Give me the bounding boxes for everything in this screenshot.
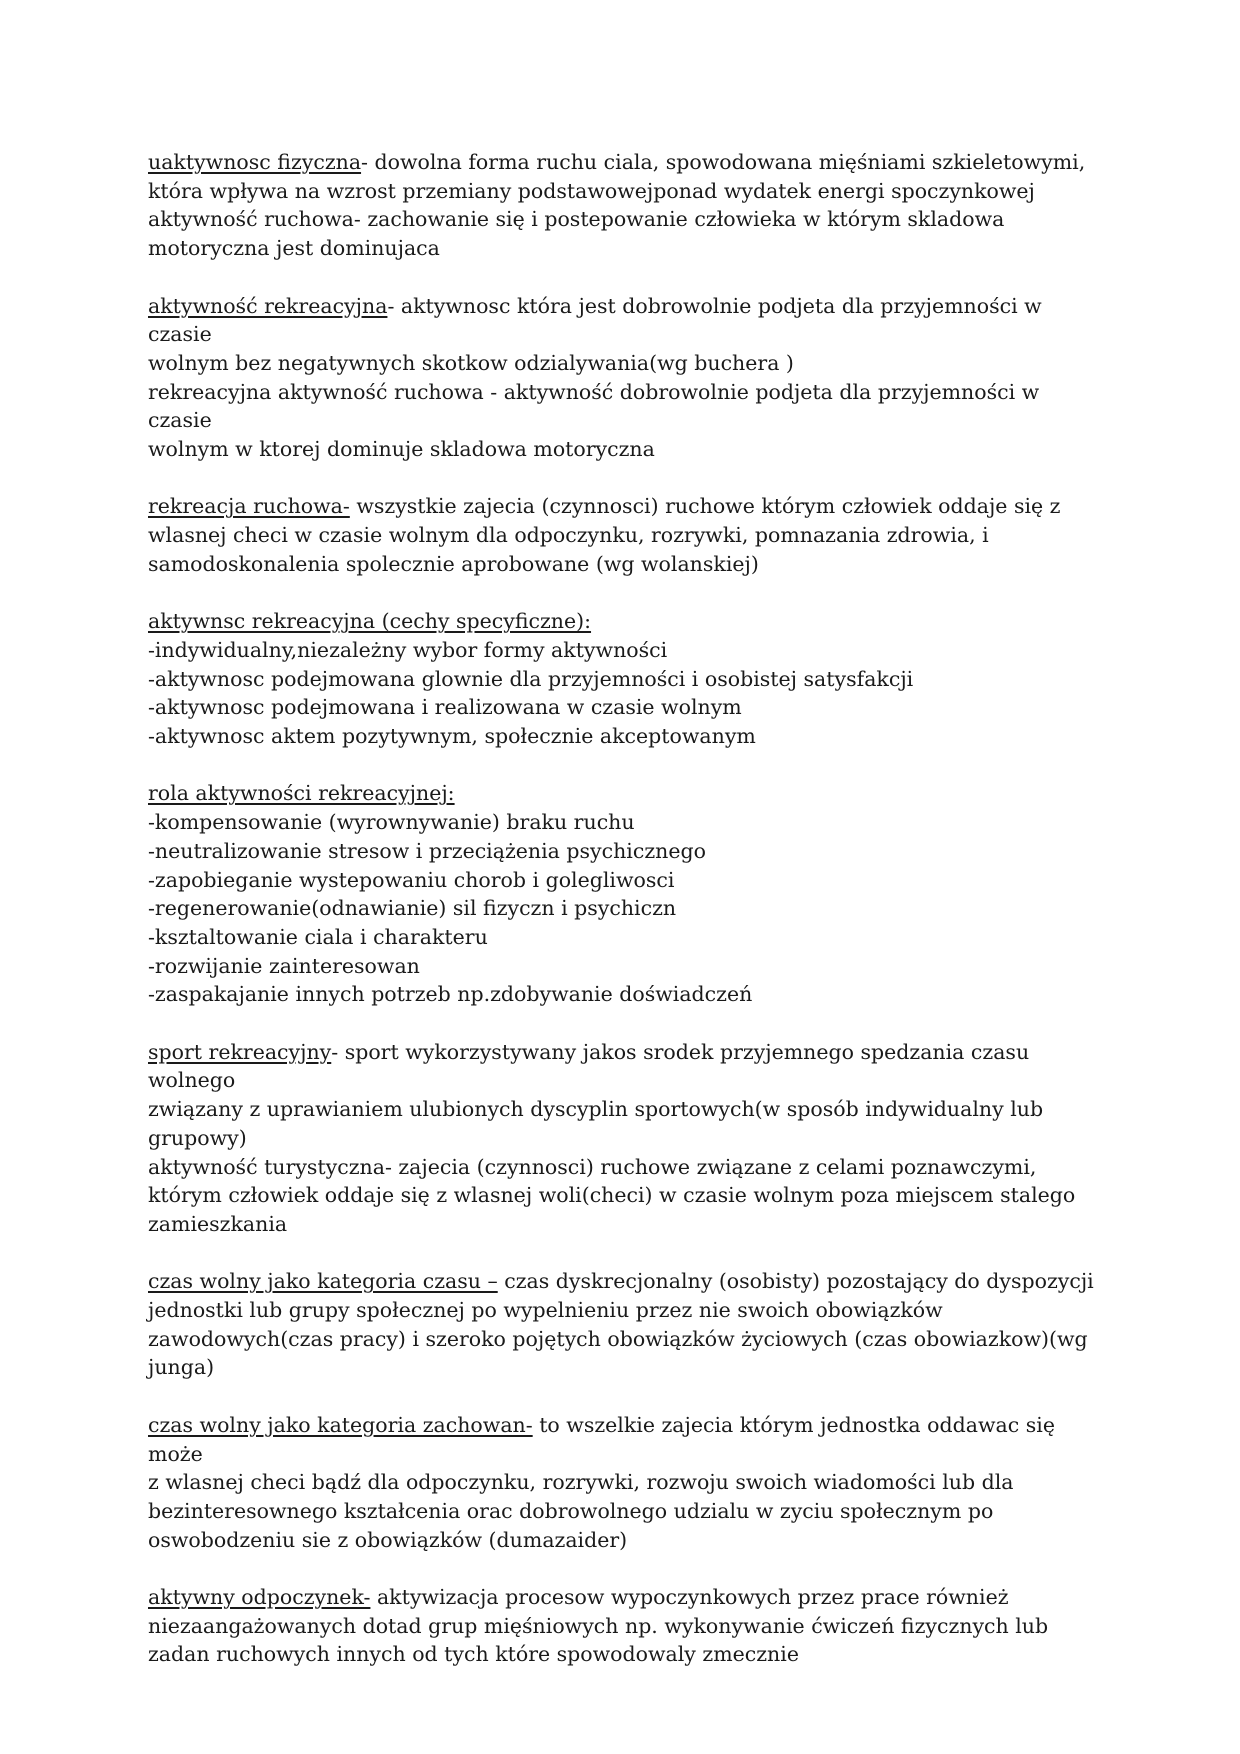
line-text: z wlasnej checi bądź dla odpoczynku, rozrywki, rozwoju swoich wiadomości lub dla [148, 1470, 1014, 1495]
line-text: -regenerowanie(odnawianie) sil fizyczn i psychiczn [148, 896, 677, 921]
text-line [148, 693, 1108, 722]
paragraph-gap [148, 579, 1108, 608]
paragraph [148, 292, 1108, 464]
paragraph [148, 1038, 1108, 1239]
text-line [148, 1153, 1108, 1182]
term-heading: aktywnsc rekreacyjna (cechy specyficzne): [148, 609, 592, 634]
line-text: grupowy) [148, 1125, 247, 1150]
line-text: zadan ruchowych innych od tych które spowodowaly zmecznie [148, 1642, 799, 1667]
line-text: niezaangażowanych dotad grup mięśniowych np. wykonywanie ćwiczeń fizycznych lub [148, 1613, 1049, 1638]
line-text: rekreacyjna aktywność ruchowa - aktywność dobrowolnie podjeta dla przyjemności w czasie [148, 379, 1046, 433]
line-text: zawodowych(czas pracy) i szeroko pojętych obowiązków życiowych (czas obowiazkow)(wg [148, 1326, 1088, 1351]
text-line [148, 1411, 1108, 1468]
line-text: oswobodzeniu sie z obowiązków (dumazaider) [148, 1527, 628, 1552]
paragraph [148, 1411, 1108, 1555]
line-text: -ksztaltowanie ciala i charakteru [148, 924, 488, 949]
text-line [148, 234, 1108, 263]
line-text: junga) [148, 1355, 215, 1380]
text-line [148, 1353, 1108, 1382]
paragraph-gap [148, 464, 1108, 493]
line-text: - dowolna forma ruchu ciala, spowodowana mięśniami szkieletowymi, [361, 150, 1086, 174]
line-text: aktywność ruchowa- zachowanie się i postepowanie człowieka w którym skladowa [148, 207, 1005, 232]
paragraph-gap [148, 751, 1108, 780]
line-text: która wpływa na wzrost przemiany podstawowejponad wydatek energi spoczynkowej [148, 178, 1035, 203]
text-line [148, 1325, 1108, 1354]
line-text: motoryczna jest dominujaca [148, 236, 440, 261]
line-text: -zaspakajanie innych potrzeb np.zdobywanie doświadczeń [148, 982, 753, 1007]
text-line [148, 1181, 1108, 1210]
line-text: którym człowiek oddaje się z wlasnej woli(checi) w czasie wolnym poza miejscem stalego [148, 1183, 1076, 1208]
paragraph [148, 1267, 1108, 1382]
text-line [148, 866, 1108, 895]
text-line [148, 1640, 1108, 1669]
line-text: bezinteresownego kształcenia orac dobrowolnego udzialu w zyciu społecznym po [148, 1498, 994, 1523]
paragraph-gap [148, 263, 1108, 292]
text-line [148, 1468, 1108, 1497]
line-text: -aktywnosc aktem pozytywnym, społecznie akceptowanym [148, 724, 756, 749]
text-line [148, 177, 1108, 206]
text-line [148, 1583, 1108, 1612]
line-text: wolnym bez negatywnych skotkow odzialywania(wg buchera ) [148, 350, 794, 375]
term-heading: aktywność rekreacyjna [148, 293, 388, 318]
text-line [148, 1296, 1108, 1325]
line-text: - aktywnosc która jest dobrowolnie podjeta dla przyjemności w czasie [148, 293, 1049, 347]
text-line [148, 808, 1108, 837]
paragraph [148, 492, 1108, 578]
text-line [148, 349, 1108, 378]
text-line [148, 1210, 1108, 1239]
text-line [148, 1526, 1108, 1555]
paragraph [148, 1583, 1108, 1669]
line-text: zamieszkania [148, 1211, 288, 1236]
line-text: -kompensowanie (wyrownywanie) braku ruchu [148, 810, 635, 835]
term-heading: sport rekreacyjny [148, 1039, 332, 1064]
paragraph-gap [148, 1554, 1108, 1583]
text-line [148, 378, 1108, 435]
line-text: -aktywnosc podejmowana i realizowana w czasie wolnym [148, 695, 742, 720]
text-line [148, 837, 1108, 866]
line-text: aktywność turystyczna- zajecia (czynnosci) ruchowe związane z celami poznawczymi, [148, 1154, 1037, 1179]
paragraph [148, 607, 1108, 751]
term-heading: rola aktywności rekreacyjnej: [148, 781, 455, 806]
term-heading: czas wolny jako kategoria czasu – [148, 1269, 498, 1294]
text-line [148, 1095, 1108, 1124]
text-line [148, 722, 1108, 751]
line-text: związany z uprawianiem ulubionych dyscyplin sportowych(w sposób indywidualny lub [148, 1097, 1044, 1122]
line-text: -indywidualny,niezależny wybor formy aktywności [148, 637, 668, 662]
line-text: czas dyskrecjonalny (osobisty) pozostający do dyspozycji [497, 1269, 1094, 1294]
text-line [148, 1612, 1108, 1641]
text-line [148, 636, 1108, 665]
text-line [148, 607, 1108, 636]
line-text: aktywizacja procesow wypoczynkowych przez prace również [370, 1585, 1009, 1610]
term-heading: aktywny odpoczynek- [148, 1585, 371, 1610]
text-line [148, 779, 1108, 808]
text-line [148, 1038, 1108, 1095]
text-line [148, 894, 1108, 923]
text-line [148, 550, 1108, 579]
paragraph [148, 148, 1108, 263]
line-text: -neutralizowanie stresow i przeciążenia psychicznego [148, 838, 706, 863]
term-heading: rekreacja ruchowa- [148, 494, 350, 519]
text-line [148, 492, 1108, 521]
term-heading: czas wolny jako kategoria zachowan- [148, 1412, 533, 1437]
line-text: -aktywnosc podejmowana glownie dla przyjemności i osobistej satysfakcji [148, 666, 914, 691]
line-text: - sport wykorzystywany jakos srodek przyjemnego spedzania czasu wolnego [148, 1039, 1036, 1093]
text-line [148, 292, 1108, 349]
text-line [148, 952, 1108, 981]
line-text: wszystkie zajecia (czynnosci) ruchowe którym człowiek oddaje się z [349, 494, 1061, 519]
line-text: jednostki lub grupy społecznej po wypelnieniu przez nie swoich obowiązków [148, 1298, 943, 1323]
text-line [148, 1124, 1108, 1153]
text-line [148, 1267, 1108, 1296]
line-text: -zapobieganie wystepowaniu chorob i golegliwosci [148, 867, 675, 892]
text-line [148, 980, 1108, 1009]
text-line [148, 521, 1108, 550]
paragraph [148, 779, 1108, 1009]
term-heading: uaktywnosc fizyczna [148, 150, 362, 174]
paragraph-gap [148, 1009, 1108, 1038]
text-line [148, 148, 1108, 177]
paragraph-gap [148, 1239, 1108, 1268]
text-line [148, 923, 1108, 952]
line-text: wolnym w ktorej dominuje skladowa motoryczna [148, 437, 655, 462]
line-text: -rozwijanie zainteresowan [148, 953, 420, 978]
line-text: to wszelkie zajecia którym jednostka oddawac się może [148, 1412, 1062, 1466]
paragraph-gap [148, 1382, 1108, 1411]
document-body [148, 148, 1108, 1669]
line-text: samodoskonalenia spolecznie aprobowane (wg wolanskiej) [148, 551, 759, 576]
text-line [148, 205, 1108, 234]
line-text: wlasnej checi w czasie wolnym dla odpoczynku, rozrywki, pomnazania zdrowia, i [148, 523, 989, 548]
text-line [148, 1497, 1108, 1526]
text-line [148, 435, 1108, 464]
text-line [148, 665, 1108, 694]
